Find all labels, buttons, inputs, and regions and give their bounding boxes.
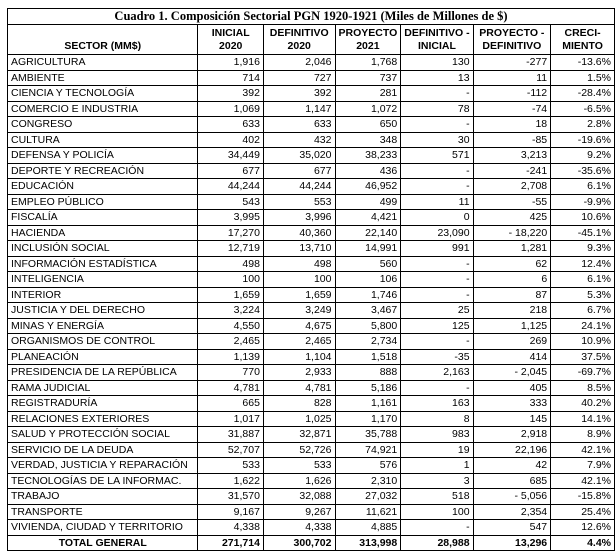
cell-definitivo-inicial: 1 xyxy=(401,458,473,474)
cell-inicial-2020: 402 xyxy=(198,132,263,148)
cell-sector: INTERIOR xyxy=(8,287,198,303)
cell-definitivo-2020: 52,726 xyxy=(263,442,335,458)
cell-definitivo-inicial: 19 xyxy=(401,442,473,458)
total-crecimiento: 4.4% xyxy=(551,535,615,551)
cell-crecimiento: 6.7% xyxy=(551,303,615,319)
cell-definitivo-inicial: 518 xyxy=(401,489,473,505)
table-row xyxy=(8,241,615,257)
cell-definitivo-2020: 1,147 xyxy=(263,101,335,117)
table-row xyxy=(8,504,615,520)
cell-definitivo-inicial: 130 xyxy=(401,55,473,71)
cell-proyecto-definitivo: 218 xyxy=(473,303,551,319)
header-definitivo-2020: DEFINITIVO 2020 xyxy=(263,25,335,55)
cell-proyecto-definitivo: 425 xyxy=(473,210,551,226)
cell-proyecto-definitivo: 269 xyxy=(473,334,551,350)
cell-inicial-2020: 34,449 xyxy=(198,148,263,164)
cell-definitivo-2020: 498 xyxy=(263,256,335,272)
header-inicial-2020: INICIAL 2020 xyxy=(198,25,263,55)
cell-sector: INFORMACIÓN ESTADÍSTICA xyxy=(8,256,198,272)
total-proyecto-2021: 313,998 xyxy=(335,535,401,551)
table-row xyxy=(8,349,615,365)
cell-proyecto-definitivo: 2,708 xyxy=(473,179,551,195)
cell-crecimiento: 25.4% xyxy=(551,504,615,520)
cell-proyecto-2021: 1,170 xyxy=(335,411,401,427)
cell-inicial-2020: 770 xyxy=(198,365,263,381)
cell-inicial-2020: 1,659 xyxy=(198,287,263,303)
cell-crecimiento: 5.3% xyxy=(551,287,615,303)
cell-sector: DEPORTE Y RECREACIÓN xyxy=(8,163,198,179)
cell-proyecto-2021: 281 xyxy=(335,86,401,102)
cell-definitivo-inicial: 30 xyxy=(401,132,473,148)
cell-definitivo-inicial: 0 xyxy=(401,210,473,226)
cell-proyecto-2021: 499 xyxy=(335,194,401,210)
header-row xyxy=(8,25,615,55)
table-row xyxy=(8,194,615,210)
cell-crecimiento: 42.1% xyxy=(551,473,615,489)
cell-sector: CONGRESO xyxy=(8,117,198,133)
cell-proyecto-2021: 5,800 xyxy=(335,318,401,334)
cell-proyecto-definitivo: 2,354 xyxy=(473,504,551,520)
cell-proyecto-2021: 576 xyxy=(335,458,401,474)
cell-definitivo-2020: 2,465 xyxy=(263,334,335,350)
cell-crecimiento: 9.3% xyxy=(551,241,615,257)
cell-definitivo-inicial: - xyxy=(401,272,473,288)
total-inicial-2020: 271,714 xyxy=(198,535,263,551)
cell-inicial-2020: 1,622 xyxy=(198,473,263,489)
cell-proyecto-2021: 4,885 xyxy=(335,520,401,536)
cell-proyecto-2021: 1,161 xyxy=(335,396,401,412)
cell-inicial-2020: 17,270 xyxy=(198,225,263,241)
cell-sector: TRANSPORTE xyxy=(8,504,198,520)
cell-proyecto-definitivo: 11 xyxy=(473,70,551,86)
cell-sector: PRESIDENCIA DE LA REPÚBLICA xyxy=(8,365,198,381)
header-sector: SECTOR (MM$) xyxy=(8,25,198,55)
cell-definitivo-inicial: 23,090 xyxy=(401,225,473,241)
cell-crecimiento: -15.8% xyxy=(551,489,615,505)
table-row xyxy=(8,442,615,458)
cell-sector: EDUCACIÓN xyxy=(8,179,198,195)
cell-sector: PLANEACIÓN xyxy=(8,349,198,365)
cell-definitivo-2020: 100 xyxy=(263,272,335,288)
cell-sector: SALUD Y PROTECCIÓN SOCIAL xyxy=(8,427,198,443)
table-row xyxy=(8,458,615,474)
cell-definitivo-2020: 432 xyxy=(263,132,335,148)
table-body xyxy=(8,55,615,536)
cell-definitivo-2020: 1,104 xyxy=(263,349,335,365)
cell-definitivo-inicial: 991 xyxy=(401,241,473,257)
cell-definitivo-inicial: - xyxy=(401,117,473,133)
cell-definitivo-inicial: - xyxy=(401,86,473,102)
table-row xyxy=(8,210,615,226)
table-row xyxy=(8,318,615,334)
cell-proyecto-2021: 27,032 xyxy=(335,489,401,505)
cell-proyecto-definitivo: 333 xyxy=(473,396,551,412)
cell-crecimiento: 10.9% xyxy=(551,334,615,350)
cell-sector: CULTURA xyxy=(8,132,198,148)
cell-inicial-2020: 31,887 xyxy=(198,427,263,443)
cell-inicial-2020: 100 xyxy=(198,272,263,288)
cell-proyecto-definitivo: 405 xyxy=(473,380,551,396)
cell-sector: REGISTRADURÍA xyxy=(8,396,198,412)
cell-proyecto-definitivo: -241 xyxy=(473,163,551,179)
cell-sector: DEFENSA Y POLICÍA xyxy=(8,148,198,164)
cell-inicial-2020: 2,465 xyxy=(198,334,263,350)
cell-proyecto-2021: 5,186 xyxy=(335,380,401,396)
cell-crecimiento: -35.6% xyxy=(551,163,615,179)
table-row xyxy=(8,256,615,272)
cell-sector: HACIENDA xyxy=(8,225,198,241)
cell-definitivo-2020: 1,626 xyxy=(263,473,335,489)
cell-definitivo-inicial: - xyxy=(401,287,473,303)
cell-proyecto-definitivo: -55 xyxy=(473,194,551,210)
cell-definitivo-inicial: 125 xyxy=(401,318,473,334)
table-row xyxy=(8,148,615,164)
cell-definitivo-2020: 553 xyxy=(263,194,335,210)
cell-definitivo-2020: 1,025 xyxy=(263,411,335,427)
cell-proyecto-2021: 22,140 xyxy=(335,225,401,241)
total-proyecto-definitivo: 13,296 xyxy=(473,535,551,551)
cell-proyecto-2021: 1,518 xyxy=(335,349,401,365)
cell-proyecto-definitivo: 3,213 xyxy=(473,148,551,164)
cell-sector: AGRICULTURA xyxy=(8,55,198,71)
table-row xyxy=(8,411,615,427)
cell-definitivo-2020: 4,781 xyxy=(263,380,335,396)
total-label: TOTAL GENERAL xyxy=(8,535,198,551)
cell-proyecto-definitivo: -74 xyxy=(473,101,551,117)
cell-proyecto-2021: 1,768 xyxy=(335,55,401,71)
cell-proyecto-2021: 560 xyxy=(335,256,401,272)
cell-proyecto-definitivo: 6 xyxy=(473,272,551,288)
cell-sector: INCLUSIÓN SOCIAL xyxy=(8,241,198,257)
cell-crecimiento: 8.5% xyxy=(551,380,615,396)
table-row xyxy=(8,55,615,71)
table-row xyxy=(8,365,615,381)
cell-crecimiento: 40.2% xyxy=(551,396,615,412)
table-row xyxy=(8,132,615,148)
table-row xyxy=(8,70,615,86)
table-row xyxy=(8,225,615,241)
table-row xyxy=(8,179,615,195)
cell-proyecto-2021: 2,734 xyxy=(335,334,401,350)
cell-crecimiento: -45.1% xyxy=(551,225,615,241)
cell-inicial-2020: 12,719 xyxy=(198,241,263,257)
cell-crecimiento: 7.9% xyxy=(551,458,615,474)
cell-crecimiento: -9.9% xyxy=(551,194,615,210)
cell-inicial-2020: 1,017 xyxy=(198,411,263,427)
cell-crecimiento: -28.4% xyxy=(551,86,615,102)
header-proyecto-2021: PROYECTO 2021 xyxy=(335,25,401,55)
cell-sector: VIVIENDA, CIUDAD Y TERRITORIO xyxy=(8,520,198,536)
cell-definitivo-2020: 40,360 xyxy=(263,225,335,241)
cell-crecimiento: 2.8% xyxy=(551,117,615,133)
cell-crecimiento: -13.6% xyxy=(551,55,615,71)
cell-inicial-2020: 4,781 xyxy=(198,380,263,396)
cell-definitivo-2020: 4,338 xyxy=(263,520,335,536)
cell-definitivo-2020: 44,244 xyxy=(263,179,335,195)
cell-inicial-2020: 543 xyxy=(198,194,263,210)
cell-definitivo-2020: 1,659 xyxy=(263,287,335,303)
cell-inicial-2020: 31,570 xyxy=(198,489,263,505)
cell-proyecto-definitivo: - 5,056 xyxy=(473,489,551,505)
table-row xyxy=(8,334,615,350)
cell-sector: SERVICIO DE LA DEUDA xyxy=(8,442,198,458)
cell-definitivo-2020: 32,871 xyxy=(263,427,335,443)
cell-definitivo-inicial: 163 xyxy=(401,396,473,412)
cell-inicial-2020: 714 xyxy=(198,70,263,86)
cell-proyecto-definitivo: -112 xyxy=(473,86,551,102)
cell-proyecto-2021: 74,921 xyxy=(335,442,401,458)
cell-definitivo-inicial: 3 xyxy=(401,473,473,489)
cell-proyecto-2021: 14,991 xyxy=(335,241,401,257)
cell-sector: VERDAD, JUSTICIA Y REPARACIÓN xyxy=(8,458,198,474)
cell-proyecto-definitivo: 685 xyxy=(473,473,551,489)
cell-proyecto-definitivo: 18 xyxy=(473,117,551,133)
cell-inicial-2020: 4,338 xyxy=(198,520,263,536)
cell-proyecto-2021: 11,621 xyxy=(335,504,401,520)
table-row xyxy=(8,396,615,412)
cell-proyecto-definitivo: 87 xyxy=(473,287,551,303)
table-container xyxy=(7,8,615,551)
cell-sector: INTELIGENCIA xyxy=(8,272,198,288)
cell-proyecto-definitivo: 62 xyxy=(473,256,551,272)
table-row xyxy=(8,427,615,443)
cell-proyecto-2021: 1,072 xyxy=(335,101,401,117)
cell-sector: MINAS Y ENERGÍA xyxy=(8,318,198,334)
cell-proyecto-definitivo: 1,281 xyxy=(473,241,551,257)
cell-sector: CIENCIA Y TECNOLOGÍA xyxy=(8,86,198,102)
cell-proyecto-definitivo: 42 xyxy=(473,458,551,474)
cell-crecimiento: 8.9% xyxy=(551,427,615,443)
cell-definitivo-2020: 677 xyxy=(263,163,335,179)
cell-definitivo-2020: 3,249 xyxy=(263,303,335,319)
cell-proyecto-2021: 35,788 xyxy=(335,427,401,443)
cell-sector: EMPLEO PÚBLICO xyxy=(8,194,198,210)
cell-definitivo-inicial: 11 xyxy=(401,194,473,210)
cell-definitivo-2020: 2,933 xyxy=(263,365,335,381)
cell-sector: TRABAJO xyxy=(8,489,198,505)
cell-definitivo-inicial: 571 xyxy=(401,148,473,164)
cell-proyecto-2021: 436 xyxy=(335,163,401,179)
total-row xyxy=(8,535,615,551)
cell-crecimiento: 10.6% xyxy=(551,210,615,226)
cell-crecimiento: 24.1% xyxy=(551,318,615,334)
cell-proyecto-2021: 737 xyxy=(335,70,401,86)
cell-sector: AMBIENTE xyxy=(8,70,198,86)
cell-sector: TECNOLOGÍAS DE LA INFORMAC. xyxy=(8,473,198,489)
cell-proyecto-definitivo: 547 xyxy=(473,520,551,536)
table-row xyxy=(8,117,615,133)
cell-definitivo-inicial: - xyxy=(401,163,473,179)
cell-definitivo-2020: 633 xyxy=(263,117,335,133)
cell-proyecto-2021: 106 xyxy=(335,272,401,288)
cell-proyecto-2021: 348 xyxy=(335,132,401,148)
header-proyecto-definitivo: PROYECTO - DEFINITIVO xyxy=(473,25,551,55)
cell-proyecto-2021: 888 xyxy=(335,365,401,381)
cell-definitivo-2020: 392 xyxy=(263,86,335,102)
cell-definitivo-inicial: - xyxy=(401,179,473,195)
table-row xyxy=(8,101,615,117)
cell-inicial-2020: 1,069 xyxy=(198,101,263,117)
cell-inicial-2020: 533 xyxy=(198,458,263,474)
cell-sector: ORGANISMOS DE CONTROL xyxy=(8,334,198,350)
cell-definitivo-inicial: - xyxy=(401,256,473,272)
cell-inicial-2020: 3,995 xyxy=(198,210,263,226)
cell-proyecto-2021: 650 xyxy=(335,117,401,133)
cell-inicial-2020: 392 xyxy=(198,86,263,102)
cell-crecimiento: 14.1% xyxy=(551,411,615,427)
cell-inicial-2020: 4,550 xyxy=(198,318,263,334)
cell-crecimiento: 1.5% xyxy=(551,70,615,86)
table-row xyxy=(8,303,615,319)
cell-proyecto-definitivo: 1,125 xyxy=(473,318,551,334)
cell-sector: RAMA JUDICIAL xyxy=(8,380,198,396)
cell-definitivo-2020: 727 xyxy=(263,70,335,86)
cell-definitivo-2020: 4,675 xyxy=(263,318,335,334)
cell-proyecto-definitivo: 2,918 xyxy=(473,427,551,443)
cell-inicial-2020: 3,224 xyxy=(198,303,263,319)
cell-sector: RELACIONES EXTERIORES xyxy=(8,411,198,427)
cell-inicial-2020: 665 xyxy=(198,396,263,412)
cell-crecimiento: 42.1% xyxy=(551,442,615,458)
cell-definitivo-2020: 828 xyxy=(263,396,335,412)
cell-definitivo-inicial: 100 xyxy=(401,504,473,520)
cell-definitivo-2020: 35,020 xyxy=(263,148,335,164)
budget-table xyxy=(7,8,615,551)
cell-definitivo-inicial: 78 xyxy=(401,101,473,117)
table-row xyxy=(8,163,615,179)
cell-proyecto-2021: 1,746 xyxy=(335,287,401,303)
cell-proyecto-2021: 2,310 xyxy=(335,473,401,489)
cell-inicial-2020: 9,167 xyxy=(198,504,263,520)
cell-definitivo-2020: 9,267 xyxy=(263,504,335,520)
cell-definitivo-inicial: 2,163 xyxy=(401,365,473,381)
table-row xyxy=(8,520,615,536)
cell-definitivo-2020: 13,710 xyxy=(263,241,335,257)
table-row xyxy=(8,380,615,396)
cell-definitivo-inicial: -35 xyxy=(401,349,473,365)
cell-inicial-2020: 677 xyxy=(198,163,263,179)
cell-inicial-2020: 633 xyxy=(198,117,263,133)
cell-crecimiento: 37.5% xyxy=(551,349,615,365)
cell-crecimiento: 9.2% xyxy=(551,148,615,164)
cell-sector: JUSTICIA Y DEL DERECHO xyxy=(8,303,198,319)
cell-proyecto-definitivo: 145 xyxy=(473,411,551,427)
cell-inicial-2020: 44,244 xyxy=(198,179,263,195)
table-title: Cuadro 1. Composición Sectorial PGN 1920-1921 (Miles de Millones de $) xyxy=(8,9,615,25)
total-definitivo-2020: 300,702 xyxy=(263,535,335,551)
cell-crecimiento: -6.5% xyxy=(551,101,615,117)
cell-proyecto-definitivo: -85 xyxy=(473,132,551,148)
cell-definitivo-inicial: - xyxy=(401,520,473,536)
cell-definitivo-2020: 3,996 xyxy=(263,210,335,226)
header-crecimiento: CRECI- MIENTO xyxy=(551,25,615,55)
cell-sector: FISCALÍA xyxy=(8,210,198,226)
cell-sector: COMERCIO E INDUSTRIA xyxy=(8,101,198,117)
cell-definitivo-inicial: 983 xyxy=(401,427,473,443)
cell-proyecto-definitivo: - 2,045 xyxy=(473,365,551,381)
cell-proyecto-definitivo: 414 xyxy=(473,349,551,365)
cell-crecimiento: 12.4% xyxy=(551,256,615,272)
cell-proyecto-2021: 46,952 xyxy=(335,179,401,195)
cell-crecimiento: 6.1% xyxy=(551,179,615,195)
cell-definitivo-inicial: - xyxy=(401,380,473,396)
cell-crecimiento: -19.6% xyxy=(551,132,615,148)
cell-proyecto-2021: 3,467 xyxy=(335,303,401,319)
total-definitivo-inicial: 28,988 xyxy=(401,535,473,551)
cell-proyecto-definitivo: - 18,220 xyxy=(473,225,551,241)
cell-inicial-2020: 498 xyxy=(198,256,263,272)
cell-definitivo-inicial: 13 xyxy=(401,70,473,86)
header-definitivo-inicial: DEFINITIVO - INICIAL xyxy=(401,25,473,55)
cell-inicial-2020: 1,916 xyxy=(198,55,263,71)
cell-crecimiento: -69.7% xyxy=(551,365,615,381)
cell-definitivo-2020: 32,088 xyxy=(263,489,335,505)
cell-proyecto-definitivo: -277 xyxy=(473,55,551,71)
table-row xyxy=(8,287,615,303)
cell-definitivo-2020: 2,046 xyxy=(263,55,335,71)
cell-proyecto-definitivo: 22,196 xyxy=(473,442,551,458)
cell-definitivo-2020: 533 xyxy=(263,458,335,474)
cell-inicial-2020: 52,707 xyxy=(198,442,263,458)
table-row xyxy=(8,86,615,102)
cell-definitivo-inicial: - xyxy=(401,334,473,350)
cell-proyecto-2021: 4,421 xyxy=(335,210,401,226)
table-row xyxy=(8,489,615,505)
cell-definitivo-inicial: 8 xyxy=(401,411,473,427)
cell-inicial-2020: 1,139 xyxy=(198,349,263,365)
cell-crecimiento: 6.1% xyxy=(551,272,615,288)
table-row xyxy=(8,272,615,288)
cell-crecimiento: 12.6% xyxy=(551,520,615,536)
table-row xyxy=(8,473,615,489)
cell-definitivo-inicial: 25 xyxy=(401,303,473,319)
cell-proyecto-2021: 38,233 xyxy=(335,148,401,164)
